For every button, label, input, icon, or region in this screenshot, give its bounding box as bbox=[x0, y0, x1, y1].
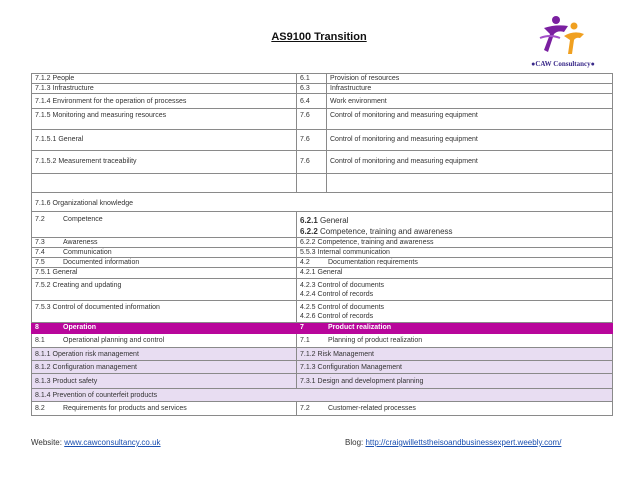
clause-title: Documentation requirements bbox=[328, 259, 418, 266]
cell-right: 4.2.1 General bbox=[297, 268, 613, 279]
clause-line: 4.2.6 Control of records bbox=[300, 313, 374, 320]
company-logo bbox=[520, 12, 598, 68]
blog-link[interactable]: http://craigwillettstheisoandbusinessexpert.weebly.com/ bbox=[365, 438, 562, 447]
cell-right bbox=[297, 402, 613, 416]
cell-left: 7.5.1 General bbox=[32, 268, 297, 279]
clause-title: Awareness bbox=[63, 239, 98, 246]
cell-left bbox=[32, 334, 297, 348]
cell-right bbox=[297, 212, 613, 238]
table-row bbox=[32, 130, 613, 151]
table-row-empty bbox=[32, 174, 613, 193]
cell-right: Infrastructure bbox=[327, 84, 613, 94]
table-row bbox=[32, 109, 613, 130]
clause-title: Operational planning and control bbox=[63, 337, 165, 344]
clause-title: Documented information bbox=[63, 259, 140, 266]
logo-figures-icon bbox=[534, 12, 590, 58]
clause-title: Communication bbox=[63, 249, 112, 256]
table-row bbox=[32, 193, 613, 212]
table-row bbox=[32, 334, 613, 348]
cell-left bbox=[32, 248, 297, 258]
cell-left: 8.1.4 Prevention of counterfeit products bbox=[32, 389, 613, 402]
cell-mid: 7.6 bbox=[297, 130, 327, 151]
cell-right: 6.2.2 Competence, training and awareness bbox=[297, 238, 613, 248]
cell-right: 5.5.3 Internal communication bbox=[297, 248, 613, 258]
table-row bbox=[32, 212, 613, 238]
cell-left bbox=[32, 238, 297, 248]
logo-text: ●CAW Consultancy● bbox=[531, 60, 595, 68]
clause-number: 7.2 bbox=[300, 405, 310, 412]
cell-left bbox=[32, 212, 297, 238]
cell-left: 8.1.1 Operation risk management bbox=[32, 348, 297, 361]
table-row bbox=[32, 361, 613, 374]
cell-right: Control of monitoring and measuring equipment bbox=[327, 130, 613, 151]
cell-left bbox=[32, 323, 297, 334]
clause-title: Product realization bbox=[328, 324, 392, 331]
clause-number: 7.3 bbox=[35, 239, 45, 246]
cell-right bbox=[297, 301, 613, 323]
table-row bbox=[32, 94, 613, 109]
cell-mid: 7.6 bbox=[297, 151, 327, 174]
cell-left: 8.1.2 Configuration management bbox=[32, 361, 297, 374]
table-row bbox=[32, 258, 613, 268]
page-title: AS9100 Transition bbox=[271, 31, 367, 43]
clause-number: 6.2.1 bbox=[300, 216, 318, 225]
clause-number: 8.1 bbox=[35, 337, 45, 344]
cell-left: 7.1.5.1 General bbox=[32, 130, 297, 151]
table-row bbox=[32, 348, 613, 361]
clause-title: Requirements for products and services bbox=[63, 405, 187, 412]
table-row bbox=[32, 151, 613, 174]
clause-number: 4.2 bbox=[300, 259, 310, 266]
clause-number: 7.5 bbox=[35, 259, 45, 266]
clause-number: 6.2.2 bbox=[300, 227, 318, 236]
transition-table bbox=[31, 73, 612, 416]
clause-title: General bbox=[320, 216, 349, 225]
table-row bbox=[32, 84, 613, 94]
clause-title: Competence bbox=[63, 216, 103, 223]
cell-right: 7.3.1 Design and development planning bbox=[297, 374, 613, 389]
cell-right bbox=[327, 174, 613, 193]
table-row bbox=[32, 268, 613, 279]
footer-blog bbox=[345, 438, 561, 447]
blog-label: Blog: bbox=[345, 438, 366, 447]
cell-right: Provision of resources bbox=[327, 74, 613, 84]
clause-line: 4.2.4 Control of records bbox=[300, 291, 374, 298]
cell-left: 7.5.3 Control of documented information bbox=[32, 301, 297, 323]
cell-mid: 6.3 bbox=[297, 84, 327, 94]
clause-title: Operation bbox=[63, 324, 97, 331]
cell-left bbox=[32, 174, 297, 193]
clause-line: 4.2.3 Control of documents bbox=[300, 282, 385, 289]
cell-left: 7.1.5.2 Measurement traceability bbox=[32, 151, 297, 174]
table-row bbox=[32, 279, 613, 301]
cell-left: 7.1.2 People bbox=[32, 74, 297, 84]
table-row bbox=[32, 238, 613, 248]
table-row bbox=[32, 374, 613, 389]
table-row bbox=[32, 389, 613, 402]
clause-number: 7.2 bbox=[35, 216, 45, 223]
cell-mid: 7.6 bbox=[297, 109, 327, 130]
cell-left: 7.5.2 Creating and updating bbox=[32, 279, 297, 301]
cell-left: 7.1.3 Infrastructure bbox=[32, 84, 297, 94]
cell-right bbox=[297, 323, 613, 334]
clause-number: 8.2 bbox=[35, 405, 45, 412]
cell-left: 7.1.5 Monitoring and measuring resources bbox=[32, 109, 297, 130]
cell-right bbox=[297, 258, 613, 268]
section-header-row bbox=[32, 323, 613, 334]
cell-left: 7.1.4 Environment for the operation of processes bbox=[32, 94, 297, 109]
website-label: Website: bbox=[31, 438, 65, 447]
footer-website bbox=[31, 438, 161, 447]
clause-title: Customer-related processes bbox=[328, 405, 416, 412]
cell-mid: 6.4 bbox=[297, 94, 327, 109]
table-row bbox=[32, 301, 613, 323]
cell-right bbox=[297, 279, 613, 301]
cell-mid bbox=[297, 174, 327, 193]
clause-number: 7.4 bbox=[35, 249, 45, 256]
cell-right bbox=[297, 334, 613, 348]
clause-title: Competence, training and awareness bbox=[320, 227, 453, 236]
table-row bbox=[32, 74, 613, 84]
clause-number: 8 bbox=[35, 324, 39, 331]
cell-left bbox=[32, 402, 297, 416]
clause-number: 7 bbox=[300, 324, 304, 331]
table-row bbox=[32, 248, 613, 258]
cell-right: Control of monitoring and measuring equipment bbox=[327, 109, 613, 130]
clause-title: Planning of product realization bbox=[328, 337, 423, 344]
cell-left: 7.1.6 Organizational knowledge bbox=[32, 193, 613, 212]
cell-mid: 6.1 bbox=[297, 74, 327, 84]
cell-right: 7.1.2 Risk Management bbox=[297, 348, 613, 361]
clause-number: 7.1 bbox=[300, 337, 310, 344]
table-row bbox=[32, 402, 613, 416]
cell-left bbox=[32, 258, 297, 268]
clause-line: 4.2.5 Control of documents bbox=[300, 304, 385, 311]
cell-right: Work environment bbox=[327, 94, 613, 109]
website-link[interactable]: www.cawconsultancy.co.uk bbox=[64, 438, 161, 447]
cell-right: 7.1.3 Configuration Management bbox=[297, 361, 613, 374]
cell-left: 8.1.3 Product safety bbox=[32, 374, 297, 389]
cell-right: Control of monitoring and measuring equipment bbox=[327, 151, 613, 174]
